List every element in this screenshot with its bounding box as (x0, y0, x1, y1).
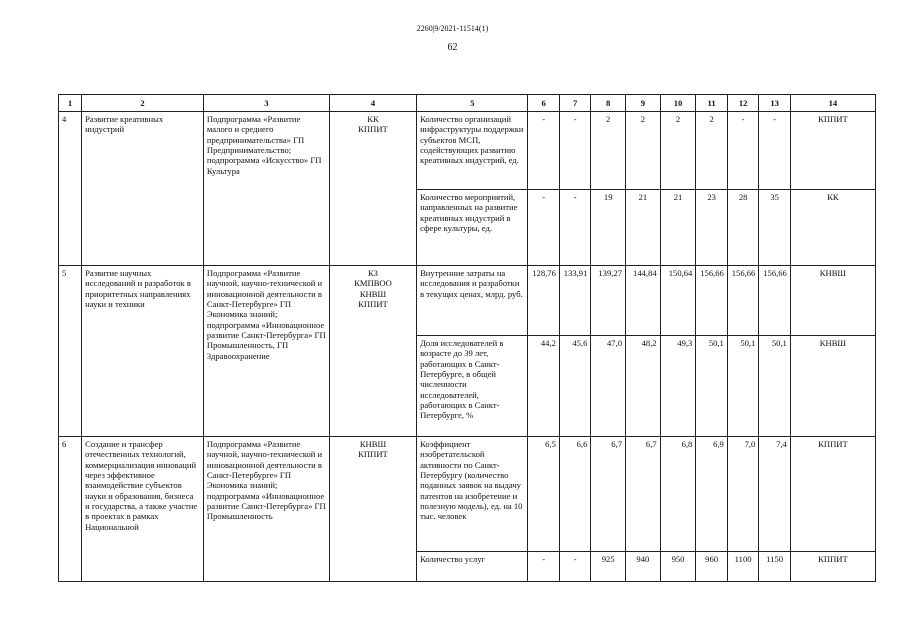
value-cell: - (559, 190, 591, 266)
value-cell: - (528, 190, 560, 266)
value-cell: 6,6 (559, 437, 591, 552)
value-cell: - (528, 112, 560, 190)
value-cell: 48,2 (626, 336, 661, 437)
program-cell: Подпрограмма «Развитие научной, научно-технической и инновационной деятельности в Санкт-Петербурге» ГП Экономика знаний; подпрограмма «Инновационное развитие Санкт-Петербурга» ГП Промышленность, ГП Здравоохранение (203, 266, 329, 437)
value-cell: 50,1 (727, 336, 759, 437)
executors-cell: КЗ КМПВОО КНВШ КППИТ (329, 266, 416, 437)
executors-cell: КНВШ КППИТ (329, 437, 416, 582)
table-row (59, 437, 876, 552)
program-cell: Подпрограмма «Развитие научной, научно-технической и инновационной деятельности в Санкт-Петербурге» ГП Экономика знаний; подпрограмма «Инновационное развитие Санкт-Петербурга» ГП Промышленность (203, 437, 329, 582)
value-cell: 1150 (759, 552, 791, 582)
page-number: 62 (447, 42, 458, 53)
column-header: 12 (727, 95, 759, 112)
value-cell: 7,0 (727, 437, 759, 552)
column-header: 11 (696, 95, 728, 112)
value-cell: 19 (591, 190, 626, 266)
value-cell: 2 (626, 112, 661, 190)
table-row (59, 112, 876, 190)
indicators-table (58, 94, 876, 582)
row-number: 5 (59, 266, 82, 437)
indicator-cell: Количество организаций инфраструктуры поддержки субъектов МСП, содействующих развитию креативных индустрий, ед. (417, 112, 528, 190)
indicator-cell: Внутренние затраты на исследования и разработки в текущих ценах, млрд. руб. (417, 266, 528, 336)
value-cell: - (528, 552, 560, 582)
value-cell: 45,6 (559, 336, 591, 437)
column-header: 9 (626, 95, 661, 112)
value-cell: 960 (696, 552, 728, 582)
value-cell: 6,8 (660, 437, 696, 552)
value-cell: 2 (660, 112, 696, 190)
value-cell: 28 (727, 190, 759, 266)
table-row (59, 266, 876, 336)
value-cell: 139,27 (591, 266, 626, 336)
value-cell: - (759, 112, 791, 190)
value-cell: 6,7 (591, 437, 626, 552)
value-cell: 2 (696, 112, 728, 190)
direction-cell: Развитие креативных индустрий (82, 112, 204, 266)
indicator-cell: Коэффициент изобретательской активности по Санкт-Петербургу (количество поданных заявок на выдачу патентов на изобретение и полезную модель), ед. на 10 тыс. человек (417, 437, 528, 552)
value-cell: 23 (696, 190, 728, 266)
executors-cell: КК КППИТ (329, 112, 416, 266)
value-cell: 6,9 (696, 437, 728, 552)
value-cell: 6,7 (626, 437, 661, 552)
header-row (59, 95, 876, 112)
value-cell: 2 (591, 112, 626, 190)
document-number: 2260|9/2021-11514(1) (416, 24, 489, 33)
value-cell: 21 (660, 190, 696, 266)
value-cell: - (559, 112, 591, 190)
column-header: 5 (417, 95, 528, 112)
column-header: 10 (660, 95, 696, 112)
value-cell: 44,2 (528, 336, 560, 437)
column-header: 3 (203, 95, 329, 112)
value-cell: - (559, 552, 591, 582)
column-header: 13 (759, 95, 791, 112)
responsible-cell: КППИТ (790, 437, 875, 552)
responsible-cell: КППИТ (790, 112, 875, 190)
value-cell: - (727, 112, 759, 190)
value-cell: 150,64 (660, 266, 696, 336)
value-cell: 50,1 (696, 336, 728, 437)
direction-cell: Создание и трансфер отечественных технологий, коммерциализация инноваций через эффективное взаимодействие субъектов науки и образования, бизнеса и государства, а также участие в проектах в рамках Национальной (82, 437, 204, 582)
value-cell: 6,5 (528, 437, 560, 552)
value-cell: 49,3 (660, 336, 696, 437)
value-cell: 35 (759, 190, 791, 266)
value-cell: 128,76 (528, 266, 560, 336)
column-header: 6 (528, 95, 560, 112)
value-cell: 1100 (727, 552, 759, 582)
value-cell: 156,66 (727, 266, 759, 336)
column-header: 14 (790, 95, 875, 112)
direction-cell: Развитие научных исследований и разработок в приоритетных направлениях науки и техники (82, 266, 204, 437)
row-number: 4 (59, 112, 82, 266)
value-cell: 156,66 (696, 266, 728, 336)
column-header: 1 (59, 95, 82, 112)
value-cell: 940 (626, 552, 661, 582)
column-header: 7 (559, 95, 591, 112)
indicator-cell: Доля исследователей в возрасте до 39 лет, работающих в Санкт-Петербурге, в общей численности исследователей, работающих в Санкт-Петербурге, % (417, 336, 528, 437)
value-cell: 156,66 (759, 266, 791, 336)
value-cell: 133,91 (559, 266, 591, 336)
responsible-cell: КНВШ (790, 336, 875, 437)
column-header: 2 (82, 95, 204, 112)
value-cell: 21 (626, 190, 661, 266)
value-cell: 144,84 (626, 266, 661, 336)
column-header: 8 (591, 95, 626, 112)
indicator-cell: Количество мероприятий, направленных на развитие креативных индустрий в сфере культуры, ед. (417, 190, 528, 266)
value-cell: 50,1 (759, 336, 791, 437)
value-cell: 925 (591, 552, 626, 582)
responsible-cell: КНВШ (790, 266, 875, 336)
row-number: 6 (59, 437, 82, 582)
value-cell: 950 (660, 552, 696, 582)
responsible-cell: КК (790, 190, 875, 266)
value-cell: 7,4 (759, 437, 791, 552)
indicator-cell: Количество услуг (417, 552, 528, 582)
responsible-cell: КППИТ (790, 552, 875, 582)
column-header: 4 (329, 95, 416, 112)
value-cell: 47,0 (591, 336, 626, 437)
program-cell: Подпрограмма «Развитие малого и среднего предпринимательства» ГП Предпринимательство; подпрограмма «Искусство» ГП Культура (203, 112, 329, 266)
